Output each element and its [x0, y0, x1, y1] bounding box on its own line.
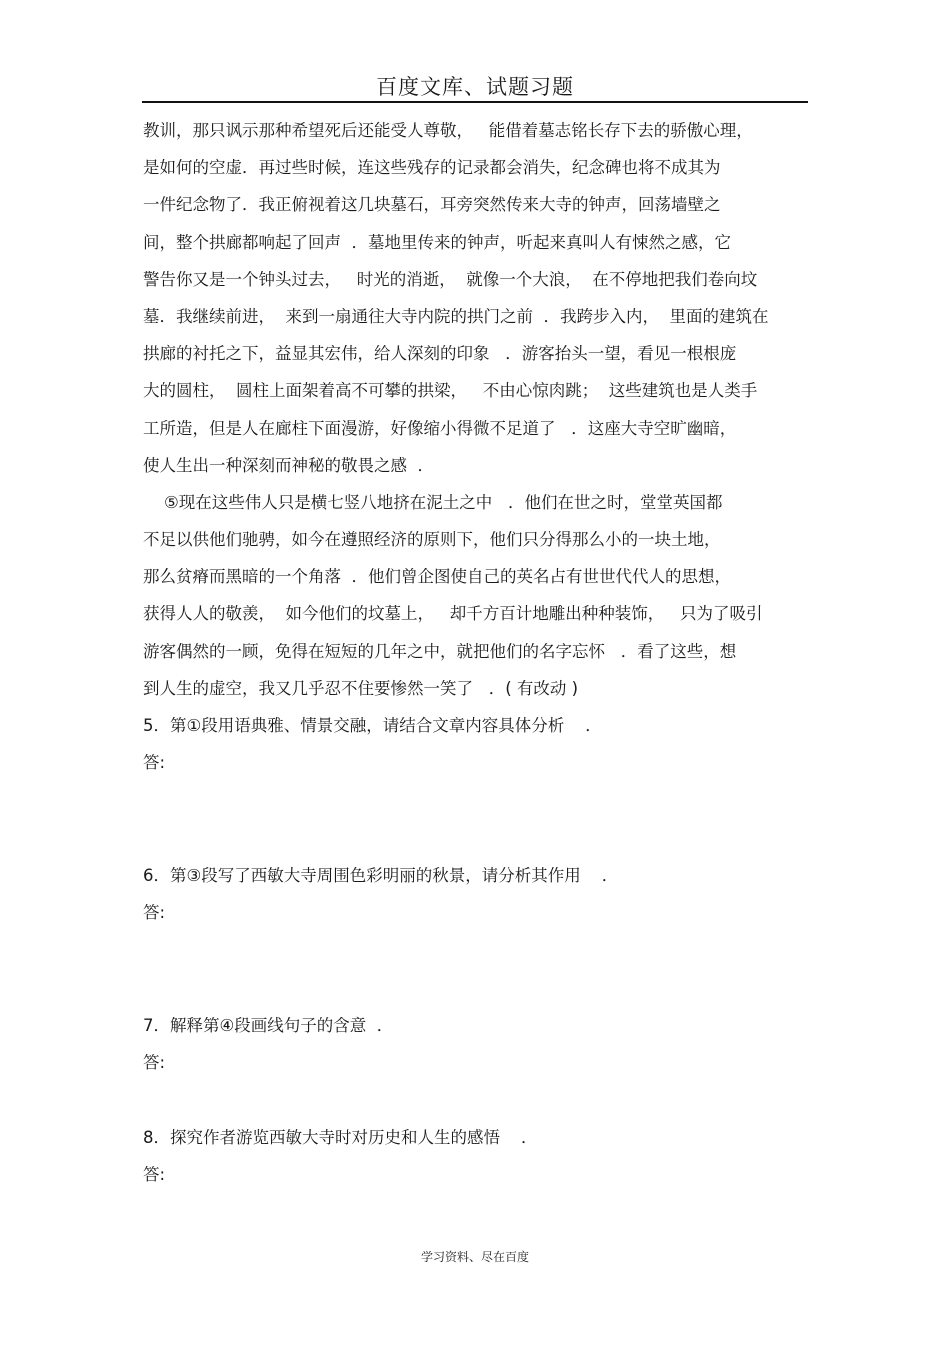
passage-line: 拱廊的衬托之下，益显其宏伟，给人深刻的印象 ．游客抬头一望，看见一根根庞 [143, 344, 737, 364]
passage-line: 墓．我继续前进， 来到一扇通往大寺内院的拱门之前 ．我跨步入内， 里面的建筑在 [143, 306, 769, 326]
passage-line: 不足以供他们驰骋，如今在遵照经济的原则下，他们只分得那么小的一块土地， [143, 530, 721, 550]
passage-line: 到人生的虚空，我又几乎忍不住要惨然一笑了 ．( 有改动 ) [143, 678, 579, 698]
header-divider [142, 101, 808, 103]
passage-line: 是如何的空虚．再过些时候，连这些残存的记录都会消失，纪念碑也将不成其为 [143, 158, 721, 178]
question-8 [143, 1119, 808, 1193]
passage-line: 一件纪念物了．我正俯视着这几块墓石，耳旁突然传来大寺的钟声，回荡墙壁之 [143, 195, 721, 215]
question-prompt: 7．解释第④段画线句子的含意 ． [143, 1016, 394, 1035]
passage-line: 游客偶然的一顾，免得在短短的几年之中，就把他们的名字忘怀 ．看了这些，想 [143, 641, 737, 661]
passage-line: 那么贫瘠而黑暗的一个角落 ．他们曾企图使自己的英名占有世世代代人的思想， [143, 567, 731, 587]
question-prompt: 5．第①段用语典雅、情景交融，请结合文章内容具体分析 ． [143, 716, 602, 735]
question-7 [143, 1007, 808, 1081]
page-header-title: 百度文库、试题习题 [376, 75, 574, 99]
question-prompt: 6．第③段写了西敏大寺周围色彩明丽的秋景，请分析其作用 ． [143, 866, 619, 885]
answer-label: 答: [143, 753, 166, 772]
passage-line: 大的圆柱， 圆柱上面架着高不可攀的拱梁， 不由心惊肉跳； 这些建筑也是人类手 [143, 381, 758, 401]
passage-line: 警告你又是一个钟头过去， 时光的消逝， 就像一个大浪， 在不停地把我们卷向坟 [143, 269, 758, 289]
passage-line: ⑤现在这些伟人只是横七竖八地挤在泥土之中 ．他们在世之时，堂堂英国都 [143, 492, 723, 512]
question-6 [143, 857, 808, 931]
answer-label: 答: [143, 1165, 166, 1184]
answer-label: 答: [143, 1053, 166, 1072]
page-footer: 学习资料、尽在百度 [420, 1250, 529, 1264]
answer-label: 答: [143, 903, 166, 922]
passage-line: 获得人人的敬羡， 如今他们的坟墓上， 却千方百计地雕出种种装饰， 只为了吸引 [143, 604, 763, 624]
passage-line: 教训，那只讽示那种希望死后还能受人尊敬， 能借着墓志铭长存下去的骄傲心理， [143, 121, 753, 140]
question-prompt: 8．探究作者游览西敏大寺时对历史和人生的感悟 ． [143, 1128, 538, 1147]
passage-line: 使人生出一种深刻而神秘的敬畏之感 ． [143, 455, 434, 475]
question-5 [143, 707, 808, 781]
passage-line: 工所造，但是人在廊柱下面漫游，好像缩小得微不足道了 ．这座大寺空旷幽暗， [143, 418, 737, 438]
passage-line: 间，整个拱廊都响起了回声 ．墓地里传来的钟声，听起来真叫人有悚然之感，它 [143, 232, 731, 252]
passage [143, 112, 808, 707]
